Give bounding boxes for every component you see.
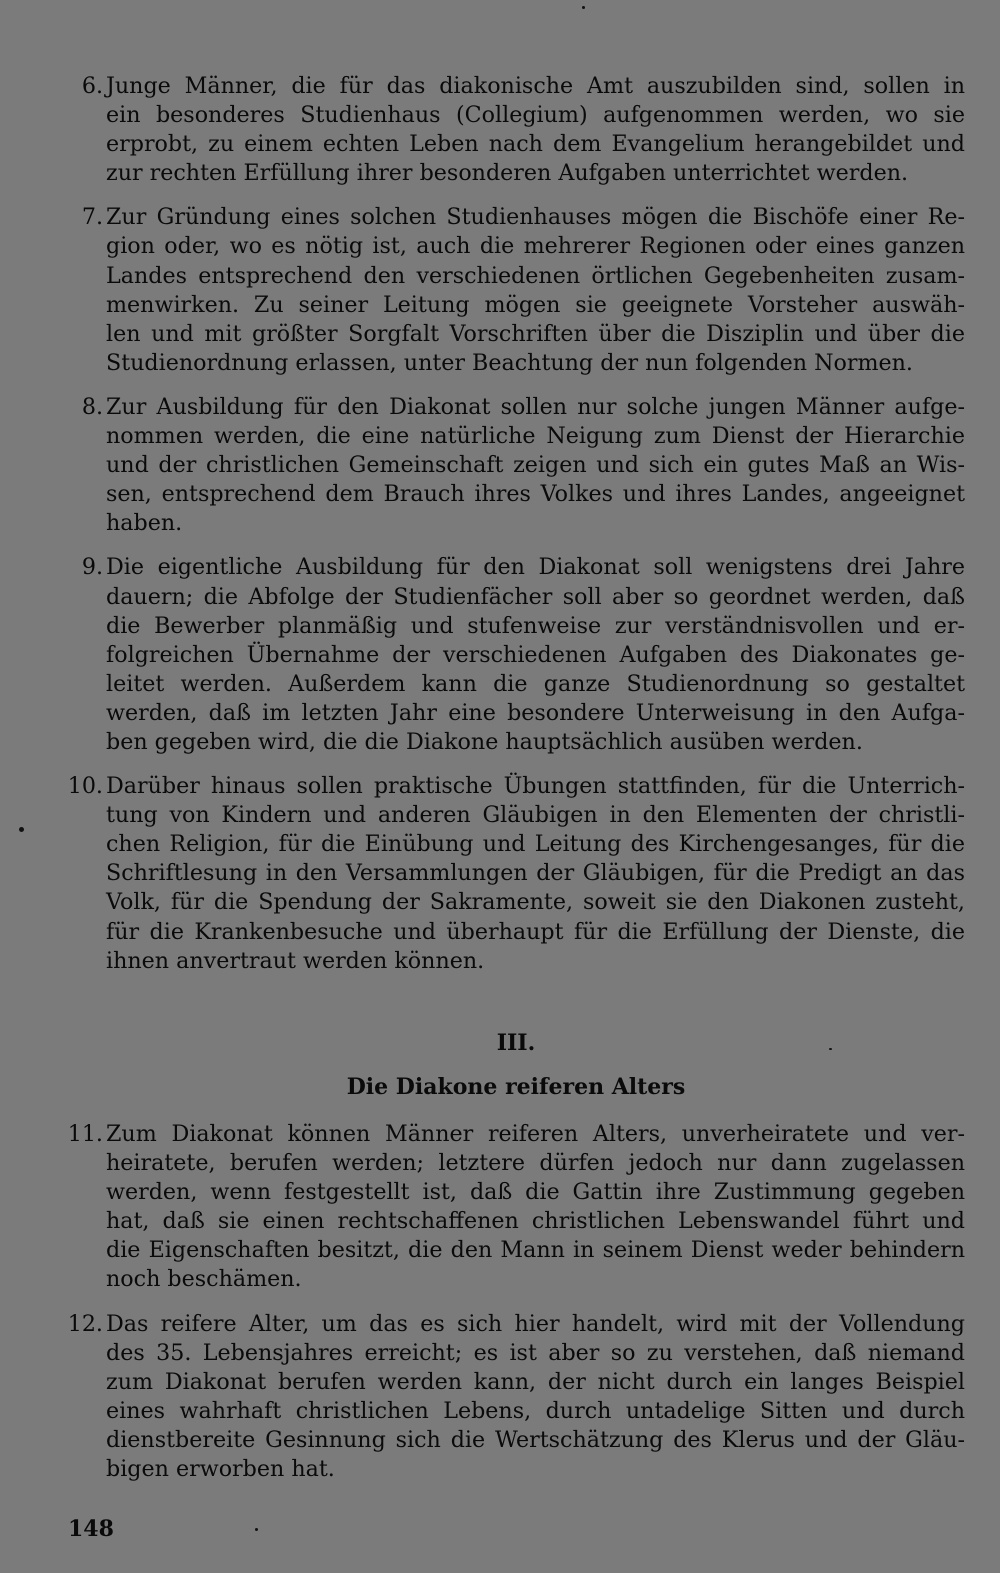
text-line: zur rechten Erfüllung ihrer besonderen Aufgaben unterrichtet werden. xyxy=(106,160,909,187)
paragraph-9 xyxy=(60,553,965,757)
text-line: werden, daß im letzten Jahr eine besondere Unterweisung in den Aufga- xyxy=(106,699,965,726)
text-line: Zum Diakonat können Männer reiferen Alters, unverheiratete und ver- xyxy=(106,1121,965,1147)
text-line: nommen werden, die eine natürliche Neigung zum Dienst der Hierarchie xyxy=(106,423,965,450)
text-line: Landes entsprechend den verschiedenen örtlichen Gegebenheiten zusam- xyxy=(106,262,965,289)
text-line: Volk, für die Spendung der Sakramente, soweit sie den Diakonen zusteht, xyxy=(106,889,965,916)
paragraph-10 xyxy=(60,772,965,976)
text-line: menwirken. Zu seiner Leitung mögen sie geeignete Vorsteher auswäh- xyxy=(106,291,965,318)
text-line: tung von Kindern und anderen Gläubigen in den Elementen der christli- xyxy=(106,802,965,829)
scan-speck xyxy=(255,1528,258,1531)
scan-speck xyxy=(582,6,585,9)
text-line: hat, daß sie einen rechtschaffenen christlichen Lebenswandel führt und xyxy=(106,1208,965,1235)
text-line: haben. xyxy=(106,510,183,537)
text-line: sen, entsprechend dem Brauch ihres Volkes und ihres Landes, angeeignet xyxy=(106,481,965,508)
text-line: Die eigentliche Ausbildung für den Diakonat soll wenigstens drei Jahre xyxy=(106,554,965,581)
text-line: Schriftlesung in den Versammlungen der Gläubigen, für die Predigt an das xyxy=(106,860,965,887)
text-line: heiratete, berufen werden; letztere dürfen jedoch nur dann zugelassen xyxy=(106,1150,965,1177)
paragraph-text xyxy=(106,393,965,538)
text-line: und der christlichen Gemeinschaft zeigen und sich ein gutes Maß an Wis- xyxy=(106,452,965,479)
text-line: zum Diakonat berufen werden kann, der nicht durch ein langes Beispiel xyxy=(106,1368,965,1395)
text-line: für die Krankenbesuche und überhaupt für die Erfüllung der Dienste, die xyxy=(106,918,965,945)
text-line: chen Religion, für die Einübung und Leitung des Kirchengesanges, für die xyxy=(106,831,965,858)
text-line: ihnen anvertraut werden können. xyxy=(106,947,485,974)
paragraph-text xyxy=(106,1120,965,1295)
text-line: ben gegeben wird, die die Diakone hauptsächlich ausüben werden. xyxy=(106,728,863,755)
section-title: Die Diakone reiferen Alters xyxy=(346,1074,686,1100)
text-line: ein besonderes Studienhaus (Collegium) aufgenommen werden, wo sie xyxy=(106,102,965,129)
paragraph-number: 10. xyxy=(67,773,103,800)
text-line: dauern; die Abfolge der Studienfächer soll aber so geordnet werden, daß xyxy=(106,583,965,610)
paragraph-number: 11. xyxy=(67,1121,103,1147)
text-line: die Bewerber planmäßig und stufenweise zur verständnisvollen und er- xyxy=(106,612,965,639)
paragraph-7 xyxy=(60,203,965,378)
paragraph-number: 6. xyxy=(81,73,103,99)
text-block-items-11-12 xyxy=(60,1120,965,1484)
text-line: eines wahrhaft christlichen Lebens, durch untadelige Sitten und durch xyxy=(106,1397,965,1424)
text-line: Das reifere Alter, um das es sich hier handelt, wird mit der Vollendung xyxy=(106,1310,965,1337)
text-line: die Eigenschaften besitzt, die den Mann in seinem Dienst weder behindern xyxy=(106,1237,965,1264)
paragraph-number: 7. xyxy=(81,204,103,231)
text-line: Junge Männer, die für das diakonische Amt auszubilden sind, sollen in xyxy=(106,73,965,99)
paragraph-text xyxy=(106,553,965,757)
paragraph-text xyxy=(106,772,965,976)
paragraph-text xyxy=(106,1310,965,1485)
paragraph-number: 9. xyxy=(81,554,103,581)
paragraph-8 xyxy=(60,393,965,538)
text-line: gion oder, wo es nötig ist, auch die mehrerer Regionen oder eines ganzen xyxy=(106,233,965,260)
paragraph-text xyxy=(106,72,965,188)
text-line: noch beschämen. xyxy=(106,1266,302,1293)
text-line: bigen erworben hat. xyxy=(106,1456,335,1483)
paragraph-number: 8. xyxy=(81,393,103,420)
section-number: III. xyxy=(496,1030,536,1056)
scan-speck xyxy=(829,1048,832,1050)
text-line: len und mit größter Sorgfalt Vorschriften über die Disziplin und über die xyxy=(106,320,965,347)
text-line: des 35. Lebensjahres erreicht; es ist aber so zu verstehen, daß niemand xyxy=(106,1339,965,1366)
text-line: Studienordnung erlassen, unter Beachtung der nun folgenden Normen. xyxy=(106,349,913,376)
text-line: dienstbereite Gesinnung sich die Wertschätzung des Klerus und der Gläu- xyxy=(106,1426,965,1453)
text-block-items-6-10 xyxy=(60,72,965,976)
text-line: leitet werden. Außerdem kann die ganze Studienordnung so gestaltet xyxy=(106,670,965,697)
paragraph-text xyxy=(106,203,965,378)
text-line: Zur Ausbildung für den Diakonat sollen nur solche jungen Männer aufge- xyxy=(106,393,965,420)
text-line: folgreichen Übernahme der verschiedenen Aufgaben des Diakonates ge- xyxy=(106,641,965,668)
text-line: erprobt, zu einem echten Leben nach dem Evangelium herangebildet und xyxy=(106,131,965,158)
text-line: Darüber hinaus sollen praktische Übungen stattfinden, für die Unterrich- xyxy=(106,773,965,800)
scan-speck xyxy=(19,827,24,832)
paragraph-11 xyxy=(60,1120,965,1295)
paragraph-6 xyxy=(60,72,965,188)
paragraph-number: 12. xyxy=(67,1310,103,1337)
text-line: Zur Gründung eines solchen Studienhauses mögen die Bischöfe einer Re- xyxy=(106,204,965,231)
paragraph-12 xyxy=(60,1310,965,1485)
text-line: werden, wenn festgestellt ist, daß die Gattin ihre Zustimmung gegeben xyxy=(106,1179,965,1206)
page-number: 148 xyxy=(68,1516,114,1542)
